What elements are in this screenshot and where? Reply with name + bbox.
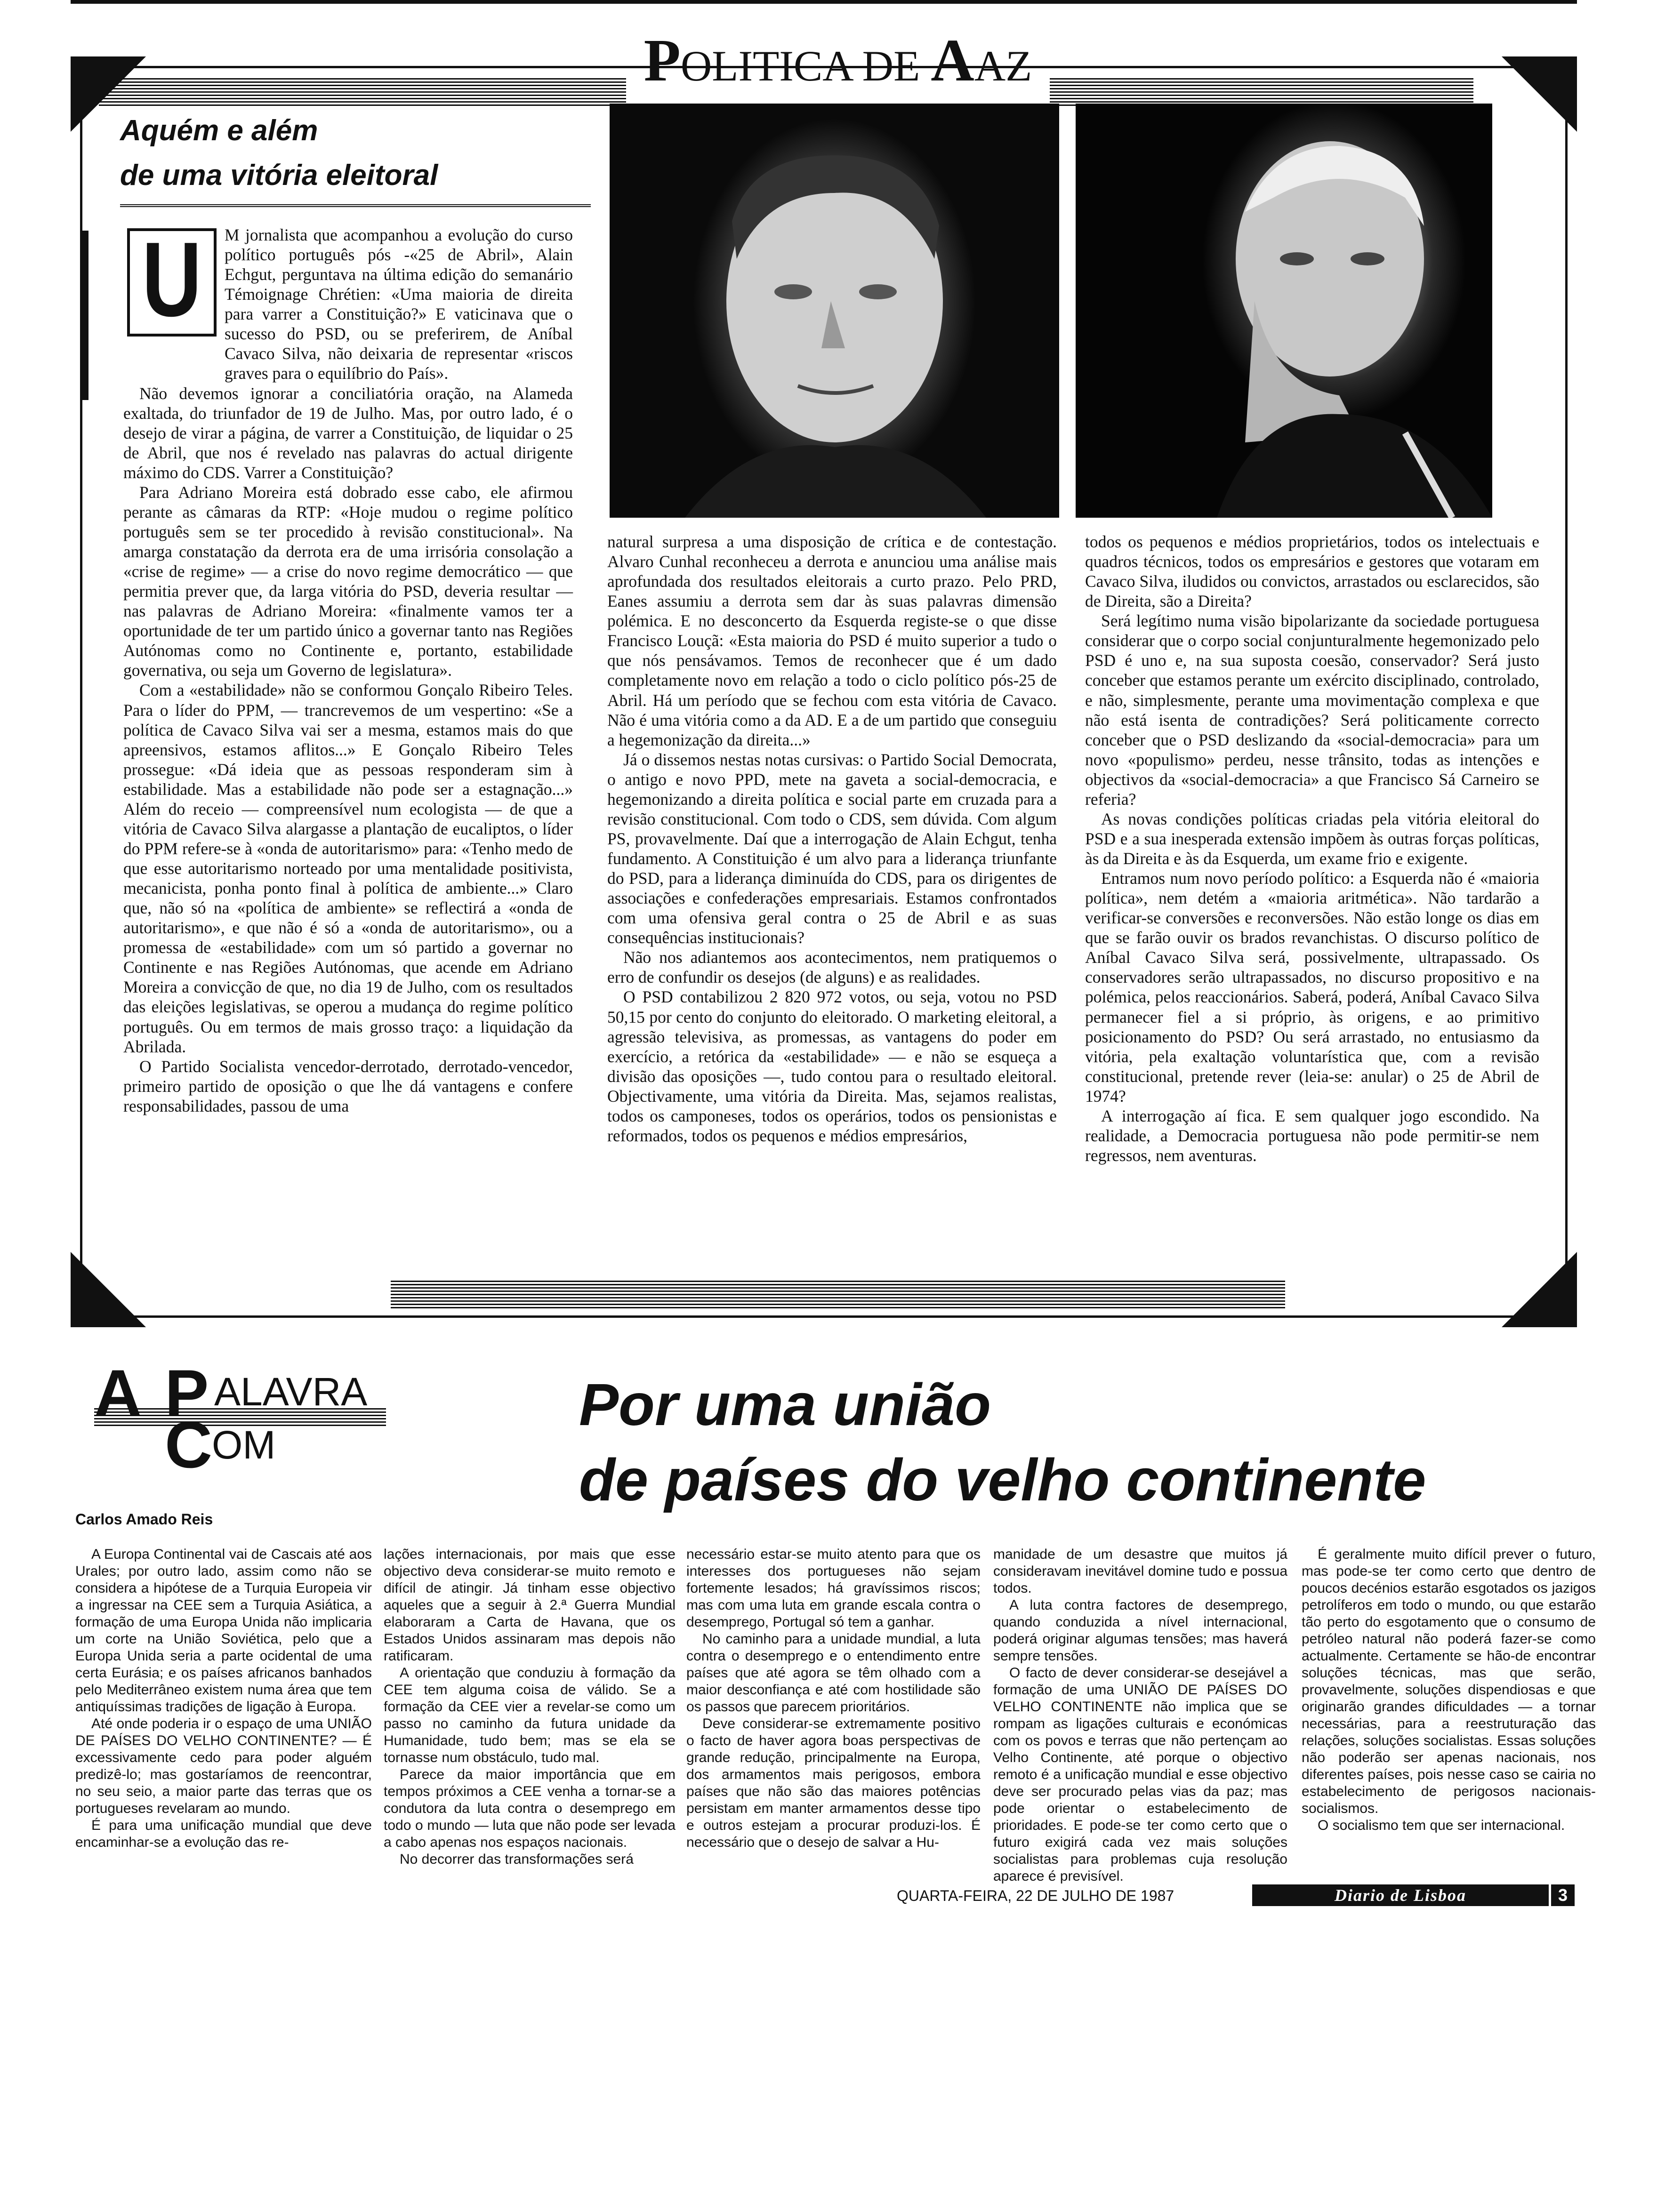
corner-triangle — [71, 1252, 146, 1327]
paragraph: Para Adriano Moreira está dobrado esse cabo, ele afirmou perante as câmaras da RTP: «Hoje mudou o regime político português sem se ter procedido à revisão constitucional». Na amarga constatação da derrota era de uma irrisória consolação a «crise de regime» — a crise do novo regime democrático — que permitia prever que, da larga vitória do PSD, deveria resultar — nas palavras de Adriano Moreira: «finalmente vamos ter a oportunidade de ter um partido único a governar tanto nas Regiões Autónomas como no Continente e, portanto, estabilidade governativa, ou seja um Governo de legislatura». — [123, 482, 573, 680]
footer-masthead — [1252, 1884, 1549, 1906]
paragraph: Não devemos ignorar a conciliatória oração, na Alameda exaltada, do triunfador de 19 de Julho. Mas, por outro lado, é o desejo de virar a página, de varrer a Constituição, de liquidar o 25 de Abril, que nos é revelado nas palavras do actual dirigente máximo do CDS. Varrer a Constituição? — [123, 384, 573, 482]
bottom-article-col2 — [384, 1546, 676, 1868]
paragraph: No decorrer das transformações será — [400, 1851, 634, 1867]
paragraph: A orientação que conduziu à formação da CEE tem alguma coisa de válido. Se a formação da CEE vier a revelar-se como um passo no caminho da futura unidade da Humanidade, tudo bem; mas se ela se tornasse num obstáculo, tudo mal. — [384, 1665, 676, 1765]
top-article-col2 — [607, 532, 1057, 1146]
paragraph: Já o dissemos nestas notas cursivas: o Partido Social Democrata, o antigo e novo PPD, mete na gaveta a social-democracia, e hegemonizando a direita política e social parte em cruzada para a revisão constitucional. Com todo o CDS, sem dúvida. Com algum PS, provavelmente. Daí que a interrogação de Alain Echgut, tenha fundamento. A Constituição é um alvo para a liderança triunfante do PSD, para a liderança diminuída do CDS, para os dirigentes de associações e confederações empresariais. Estamos confrontados com uma ofensiva geral contra o 25 de Abril e as suas consequências institucionais? — [607, 750, 1057, 947]
paragraph: Deve considerar-se extremamente positivo o facto de haver agora boas perspectivas de grande redução, principalmente na Europa, dos armamentos mais perigosos, embora países que não são das maiores potências persistam em manter armamentos desse tipo e outros estejam a procurar produzi-los. É necessário que o desejo de salvar a Hu- — [686, 1716, 981, 1850]
headline-underline — [120, 203, 591, 207]
paragraph: Não nos adiantemos aos acontecimentos, nem pratiquemos o erro de confundir os desejos (de alguns) e as realidades. — [607, 948, 1057, 987]
paragraph: Será legítimo numa visão bipolarizante da sociedade portuguesa considerar que o corpo social conjunturalmente hegemonizado pelo PSD é uno e, na sua suposta coesão, conservador? Será justo conceber que estamos perante um exército disciplinado, controlado, e não, simplesmente, perante uma movimentação complexa e que não está isenta de contradições? Será politicamente correcto conceber que o PSD deslizando da «social-democracia» para um novo «populismo» perdeu, nesse trânsito, todas as intenções e objectivos da «social-democracia» a que Francisco Sá Carneiro se referia? — [1085, 611, 1539, 809]
bottom-article-col4 — [993, 1546, 1287, 1885]
paragraph: lações internacionais, por mais que esse objectivo deva considerar-se muito remoto e difícil de atingir. Já tinham esse objectivo aqueles que a seguir à 2.ª Guerra Mundial elaboraram a Carta de Havana, que os Estados Unidos assinaram mas depois não ratificaram. — [384, 1547, 676, 1664]
portrait-figure — [1076, 104, 1492, 518]
bottom-article-col5 — [1302, 1546, 1596, 1834]
paragraph: necessário estar-se muito atento para que os interesses dos portugueses não sejam fortemente lesados; há gravíssimos riscos; mas com uma luta em grande escala contra o desemprego, Portugal só tem a ganhar. — [686, 1547, 981, 1630]
paragraph: M jornalista que acompanhou a evolução do curso político português pós -«25 de Abril», Alain Echgut, perguntava na última edição do semanário Témoignage Chrétien: «Uma maioria de direita para varrer a Constituição?» E vaticinava que o sucesso do PSD, ou se preferirem, de Aníbal Cavaco Silva, não deixaria de representar «riscos graves para o equilíbrio do País». — [225, 225, 573, 383]
paragraph: O Partido Socialista vencedor-derrotado, derrotado-vencedor, primeiro partido de oposição o que lhe dá vantagens e confere responsabilidades, passou de uma — [123, 1057, 573, 1115]
paragraph: O facto de dever considerar-se desejável a formação de uma UNIÃO DE PAÍSES DO VELHO CONTINENTE não implica que se rompam as ligações culturais e económicas com os povos e terras que não pertençam ao Velho Continente, até porque o objectivo remoto é a unificação mundial e esse objectivo deve ser procurado pelas vias da paz; mas pode orientar o estabelecimento de prioridades. E pode-se ter como certo que o futuro exigirá cada vez mais soluções socialistas para problemas cuja resolução aparece é previsível. — [993, 1665, 1287, 1884]
column-logo: A P ALAVRA C OM — [94, 1362, 386, 1475]
paragraph: A Europa Continental vai de Cascais até aos Urales; por outro lado, assim como não se considera a hipótese de a Turquia Europeia vir a ingressar na CEE sem a Turquia Asiática, a formação de uma Europa Unida não implicaria um corte na União Soviética, pelo que a Europa Unida seria a parte ocidental de uma certa Eurásia; e os países africanos banhados pelo Mediterrâneo existem numa área que tem antiquíssimas tradições de ligação à Europa. — [75, 1547, 372, 1715]
corner-triangle — [1502, 1252, 1577, 1327]
section-title: POLITICA DE AAZ — [643, 27, 1032, 94]
paragraph: Entramos num novo período político: a Esquerda não é «maioria política», nem detém a «maioria aritmética». Não tardarão a verificar-se conversões e reconversões. Não estão longe os dias em que se farão ouvir os brados revanchistas. O discurso político de Aníbal Cavaco Silva será, possivelmente, ultrapassado. Os conservadores serão ultrapassados, no discurso propositivo e na polémica, pelos reaccionários. Saberá, poderá, Aníbal Cavaco Silva permanecer fiel a si próprio, às origens, e ao primitivo posicionamento do PSD? Ou será arrastado, no entusiasmo da vitória, pela exaltação voluntarística que, com a revisão constitucional, pretende rever (leia-se: anular) o 25 de Abril de 1974? — [1085, 869, 1539, 1106]
paragraph: natural surpresa a uma disposição de crítica e de contestação. Alvaro Cunhal reconheceu a derrota e anunciou uma análise mais aprofundada dos resultados eleitorais a curto prazo. Pelo PRD, Eanes assumiu a derrota sem dar às suas palavras dimensão polémica. E no desconcerto da Esquerda registe-se o que disse Francisco Louçã: «Esta maioria do PSD é muito superior a tudo o que nós pensávamos. Temos de reconhecer que é um dado completamente novo em relação a todo o ciclo político pós-25 de Abril. Há um período que se fechou com esta vitória de Cavaco. Não é uma vitória como a da AD. E a de um partido que conseguiu a hegemonização da direita...» — [607, 532, 1057, 749]
paragraph: Até onde poderia ir o espaço de uma UNIÃO DE PAÍSES DO VELHO CONTINENTE? — É excessivamente cedo para poder alguém predizê-lo; mas gostaríamos de reencontrar, no seu seio, a maior parte das terras que os portugueses revelaram ao mundo. — [75, 1716, 372, 1816]
top-article-col3 — [1085, 532, 1539, 1165]
top-headline: Aquém e além de uma vitória eleitoral — [120, 114, 438, 192]
paragraph: A interrogação aí fica. E sem qualquer jogo escondido. Na realidade, a Democracia portuguesa não pode permitir-se nem regressos, nem aventuras. — [1085, 1106, 1539, 1165]
side-bar — [80, 231, 88, 400]
top-article-col1 — [123, 225, 573, 1116]
masthead-text: Diario de Lisboa — [1335, 1886, 1466, 1905]
frame-stripe — [1050, 78, 1473, 106]
drop-cap-letter: U — [142, 220, 202, 338]
paragraph: Com a «estabilidade» não se conformou Gonçalo Ribeiro Teles. Para o líder do PPM, — trancrevemos de um vespertino: «Se a política de Cavaco Silva vai ser a mesma, estamos mais do que apreensivos, estamos aflitos...» E Gonçalo Ribeiro Teles prosseguе: «Dá ideia que as pessoas responderam sim à estabilidade. Mas a estabilidade não pode ser a estagnação...» Além do receio — compreensível num ecologista — de que a vitória de Cavaco Silva alargasse a plantação de eucaliptos, o líder do PPM refere-se à «onda de autoritarismo» para: «Tenho medo de que esse autoritarismo norteado por uma mentalidade positivista, mecanicista, ponha ponto final à política de ambiente...» Claro que, não só na «política de ambiente» se reflectirá a «onda de autoritarismo», e que não é só a «onda de autoritarismo», ou a promessa de «estabilidade» com um só partido a governar no Continente e nas Regiões Autónomas, que acende em Adriano Moreira a convicção de que, no dia 19 de Julho, com os resultados das eleições legislativas, se operou a mudança do regime político português. Ou em termos de mais grosso traço: a liquidação da Abrilada. — [123, 681, 573, 1056]
paragraph: As novas condições políticas criadas pela vitória eleitoral do PSD e a sua inesperada extensão impõem às outras forças políticas, às da Direita e às da Esquerda, um exame frio e exigente. — [1085, 809, 1539, 868]
paragraph: todos os pequenos e médios proprietários, todos os intelectuais e quadros técnicos, todos os empresários e gestores que votaram em Cavaco Silva, iludidos ou convictos, arrastados ou esclarecidos, são de Direita, são a Direita? — [1085, 532, 1539, 611]
bottom-article-col1 — [75, 1546, 372, 1851]
bottom-article-col3 — [686, 1546, 981, 1851]
portrait-photo-cavaco — [610, 104, 1059, 518]
paragraph: manidade de um desastre que muitos já consideravam inevitável domine tudo e possua todos. — [993, 1547, 1287, 1596]
bottom-headline: Por uma união de países do velho continente — [579, 1371, 1426, 1513]
frame-stripe — [391, 1280, 1285, 1308]
paragraph: É geralmente muito difícil prever o futuro, mas pode-se ter como certo que dentro de poucos decénios estarão esgotados os jazigos petrolíferos em todo o mundo, ou que estarão tão perto do esgotamento que o consumo de petróleo natural não poderá fazer-se como actualmente. Certamente se hão-de encontrar soluções técnicas, mas que serão, provavelmente, soluções dispendiosas e que originarão grandes dificuldades — a tornar necessárias, para a reestruturação das relações, soluções socialistas. Essas soluções não poderão ser apenas nacionais, nos diferentes países, pois nesse caso se cairia no estabelecimento de perigosos nacionais-socialismos. — [1302, 1547, 1596, 1816]
footer-date: QUARTA-FEIRA, 22 DE JULHO DE 1987 — [897, 1887, 1174, 1904]
paragraph: A luta contra factores de desemprego, quando conduzida a nível internacional, poderá originar algumas tensões; mas haverá sempre tensões. — [993, 1597, 1287, 1664]
frame-stripe — [99, 78, 626, 106]
corner-triangle — [1502, 56, 1577, 132]
portrait-photo-man-hand — [1076, 104, 1492, 518]
paragraph: É para uma unificação mundial que deve encaminhar-se a evolução das re- — [75, 1818, 372, 1850]
portrait-figure — [610, 104, 1059, 518]
paragraph: No caminho para a unidade mundial, a luta contra o desemprego e o entendimento entre países que até agora se têm olhado com a maior desconfiança e até com hostilidade são os passos que parecem prioritários. — [686, 1631, 981, 1715]
top-edge-rule — [71, 0, 1577, 4]
page-number: 3 — [1551, 1884, 1575, 1906]
paragraph: O socialismo tem que ser internacional. — [1318, 1818, 1565, 1833]
paragraph: O PSD contabilizou 2 820 972 votos, ou seja, votou no PSD 50,15 por cento do conjunto do eleitorado. O marketing eleitoral, a agressão televisiva, as promessas, as vantagens do poder em exercício, a retórica da «estabilidade» — e não se esqueça a divisão das oposições —, tudo contou para o resultado eleitoral. Objectivamente, uma vitória da Direita. Mas, sejamos realistas, todos os camponeses, todos os operários, todos os pensionistas e reformados, todos os pequenos e médios empresários, — [607, 987, 1057, 1145]
paragraph: Parece da maior importância que em tempos próximos a CEE venha a tornar-se a condutora da luta contra o desemprego em todo o mundo — luta que não pode ser levada a cabo apenas nos espaços nacionais. — [384, 1767, 676, 1850]
author-name: Carlos Amado Reis — [75, 1511, 213, 1528]
